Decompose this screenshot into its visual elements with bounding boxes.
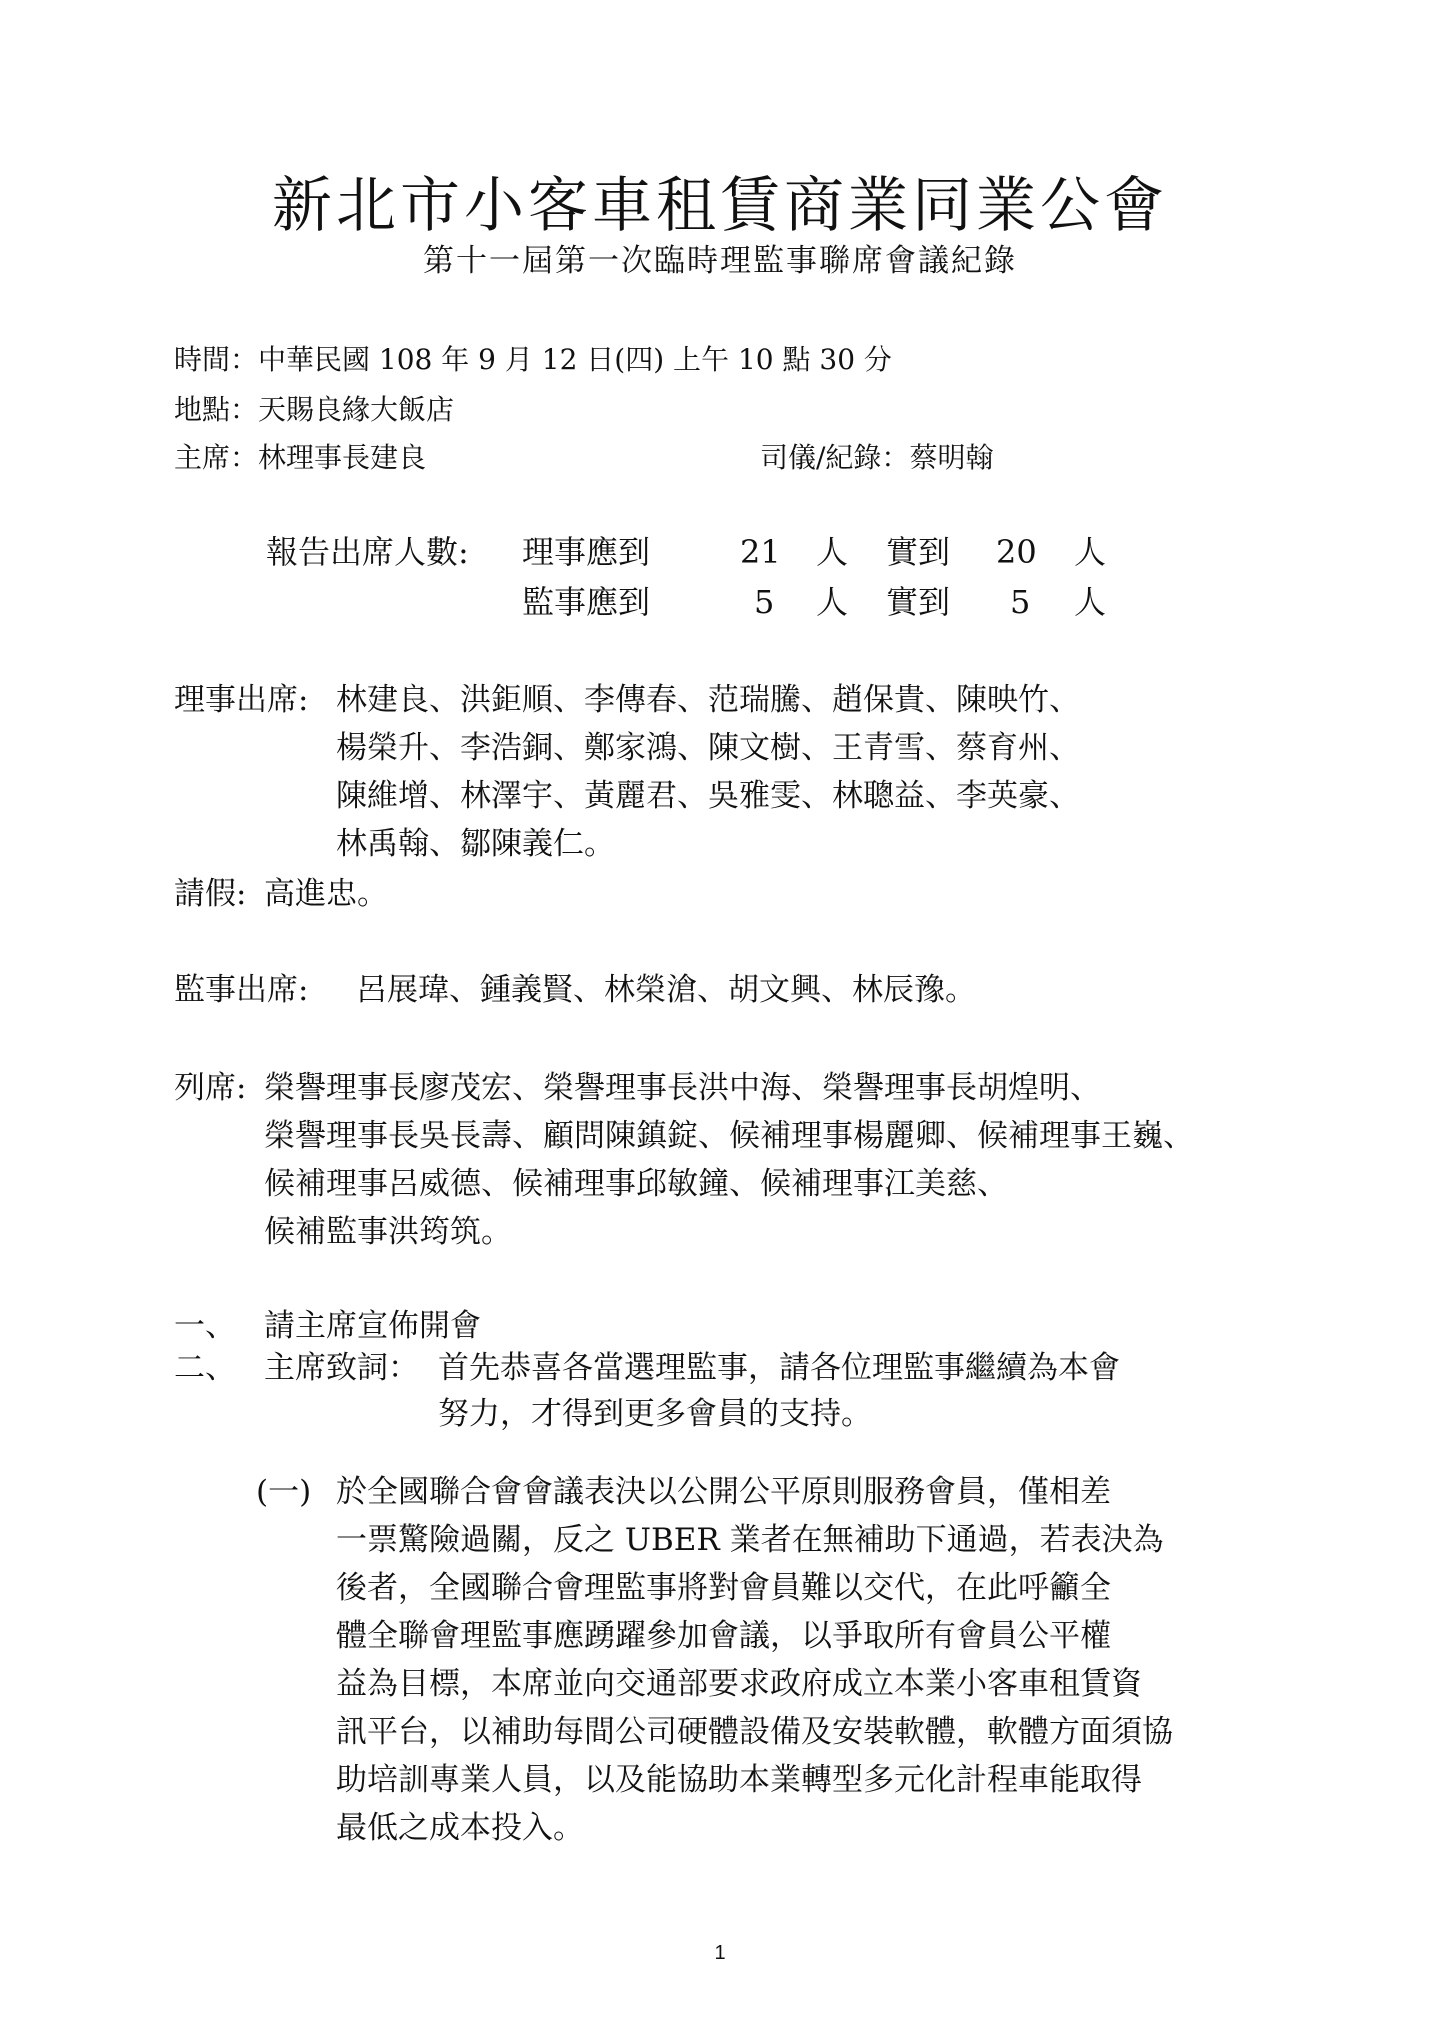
directors-expected-count: 21 <box>740 533 781 571</box>
meeting-recorder-label: 司儀/紀錄： <box>760 441 910 474</box>
observers-line: 候補理事呂威德、候補理事邱敏鐘、候補理事江美慈、 <box>264 1166 1008 1202</box>
meeting-chair-label: 主席： <box>174 441 259 474</box>
sub-item-line: 體全聯會理監事應踴躍參加會議，以爭取所有會員公平權 <box>336 1618 1111 1654</box>
supervisors-actual-count: 5 <box>1010 583 1031 621</box>
sub-item-line: 於全國聯合會會議表決以公開公平原則服務會員，僅相差 <box>336 1474 1111 1510</box>
agenda-item-text: 努力，才得到更多會員的支持。 <box>438 1396 872 1432</box>
sub-item-line: 訊平台，以補助每間公司硬體設備及安裝軟體，軟體方面須協 <box>336 1714 1173 1750</box>
supervisors-present-label: 監事出席: <box>174 972 309 1008</box>
sub-item-number: (一) <box>256 1474 312 1510</box>
directors-present-line: 林建良、洪鉅順、李傳春、范瑞騰、趙保貴、陳映竹、 <box>336 682 1080 718</box>
leave-label: 請假: <box>174 876 247 912</box>
meeting-place <box>174 390 454 430</box>
directors-actual-unit: 人 <box>1074 533 1107 571</box>
meeting-recorder-value: 蔡明翰 <box>909 441 994 474</box>
directors-actual-count: 20 <box>996 533 1037 571</box>
attendance-report-label: 報告出席人數: <box>266 533 469 571</box>
document-title: 新北市小客車租賃商業同業公會 <box>272 171 1168 241</box>
page-number: 1 <box>714 1942 726 1964</box>
agenda-item-text: 請主席宣佈開會 <box>264 1308 481 1344</box>
observers-line: 榮譽理事長廖茂宏、榮譽理事長洪中海、榮譽理事長胡煌明、 <box>264 1070 1101 1106</box>
directors-present-line: 陳維增、林澤宇、黃麗君、吳雅雯、林聰益、李英豪、 <box>336 778 1080 814</box>
directors-actual-label: 實到 <box>886 533 951 571</box>
supervisors-present-value: 呂展瑋、鍾義賢、林榮滄、胡文興、林辰豫。 <box>356 972 976 1008</box>
agenda-item-number: 二、 <box>174 1350 236 1386</box>
agenda-item-number: 一、 <box>174 1308 236 1344</box>
observers-line: 榮譽理事長吳長壽、顧問陳鎮錠、候補理事楊麗卿、候補理事王巍、 <box>264 1118 1194 1154</box>
supervisors-expected-label: 監事應到 <box>522 583 651 621</box>
sub-item-line: 助培訓專業人員，以及能協助本業轉型多元化計程車能取得 <box>336 1762 1142 1798</box>
agenda-item-text: 首先恭喜各當選理監事，請各位理監事繼續為本會 <box>438 1350 1120 1386</box>
meeting-time-label: 時間： <box>174 343 259 376</box>
leave-value: 高進忠。 <box>264 876 388 912</box>
directors-expected-label: 理事應到 <box>522 533 651 571</box>
document-subtitle: 第十一屆第一次臨時理監事聯席會議紀錄 <box>423 243 1017 279</box>
directors-present-line: 楊榮升、李浩銅、鄭家鴻、陳文樹、王青雪、蔡育州、 <box>336 730 1080 766</box>
directors-present-line: 林禹翰、鄒陳義仁。 <box>336 826 615 862</box>
meeting-recorder <box>760 438 993 478</box>
sub-item-line: 後者，全國聯合會理監事將對會員難以交代，在此呼籲全 <box>336 1570 1111 1606</box>
meeting-chair <box>174 438 426 478</box>
supervisors-actual-unit: 人 <box>1074 583 1107 621</box>
sub-item-line: 一票驚險過關，反之 UBER 業者在無補助下通過，若表決為 <box>336 1522 1164 1558</box>
meeting-place-label: 地點： <box>174 393 259 426</box>
directors-expected-unit: 人 <box>816 533 849 571</box>
meeting-chair-value: 林理事長建良 <box>258 441 427 474</box>
sub-item-line: 益為目標，本席並向交通部要求政府成立本業小客車租賃資 <box>336 1666 1142 1702</box>
supervisors-expected-count: 5 <box>754 583 775 621</box>
observers-label: 列席: <box>174 1070 247 1106</box>
agenda-item-label: 主席致詞： <box>264 1350 419 1386</box>
supervisors-actual-label: 實到 <box>886 583 951 621</box>
meeting-time-value: 中華民國 108 年 9 月 12 日(四) 上午 10 點 30 分 <box>258 343 892 376</box>
observers-line: 候補監事洪筠筑。 <box>264 1214 512 1250</box>
directors-present-label: 理事出席: <box>174 682 309 718</box>
supervisors-expected-unit: 人 <box>816 583 849 621</box>
meeting-place-value: 天賜良緣大飯店 <box>258 393 455 426</box>
meeting-time <box>174 340 892 380</box>
sub-item-line: 最低之成本投入。 <box>336 1810 584 1846</box>
